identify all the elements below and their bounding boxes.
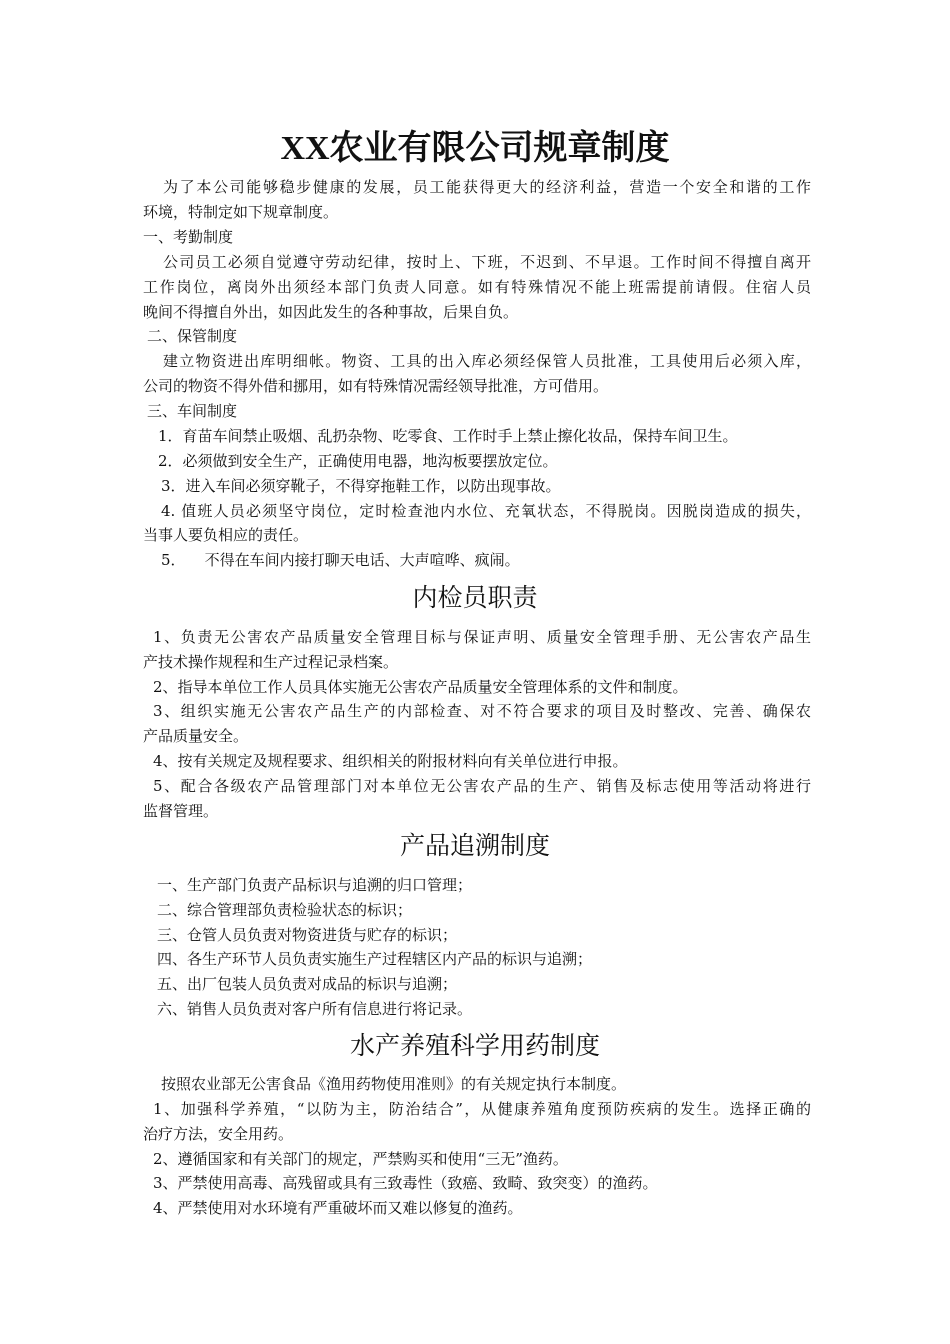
- list-item: 2、遵循国家和有关部门的规定，严禁购买和使用“三无”渔药。: [153, 1150, 568, 1168]
- list-item: 4、按有关规定及规程要求、组织相关的附报材料向有关单位进行申报。: [153, 752, 628, 770]
- list-item: 4. 值班人员必须坚守岗位，定时检查池内水位、充氧状态，不得脱岗。因脱岗造成的损失，: [161, 502, 811, 520]
- list-item: 四、各生产环节人员负责实施生产过程辖区内产品的标识与追溯；: [157, 950, 593, 968]
- list-item: 产品质量安全。: [143, 727, 249, 745]
- list-item: 2、指导本单位工作人员具体实施无公害农产品质量安全管理体系的文件和制度。: [153, 678, 688, 696]
- paragraph-line: 工作岗位，离岗外出须经本部门负责人同意。如有特殊情况不能上班需提前请假。住宿人员: [143, 278, 811, 296]
- section-heading: 三、车间制度: [147, 402, 238, 420]
- list-item: 1、负责无公害农产品质量安全管理目标与保证声明、质量安全管理手册、无公害农产品生: [153, 628, 811, 646]
- list-item: 3、组织实施无公害农产品生产的内部检查、对不符合要求的项目及时整改、完善、确保农: [153, 702, 811, 720]
- paragraph-line: 公司员工必须自觉遵守劳动纪律，按时上、下班，不迟到、不早退。工作时间不得擅自离开: [163, 253, 811, 271]
- section-heading: 一、考勤制度: [143, 228, 234, 246]
- list-item: 3．进入车间必须穿靴子，不得穿拖鞋工作，以防出现事故。: [161, 477, 561, 495]
- paragraph-line: 公司的物资不得外借和挪用，如有特殊情况需经领导批准，方可借用。: [143, 377, 609, 395]
- list-item: 1．育苗车间禁止吸烟、乱扔杂物、吃零食、工作时手上禁止擦化妆品，保持车间卫生。: [158, 427, 738, 445]
- list-item: 1、加强科学养殖，“以防为主，防治结合”，从健康养殖角度预防疾病的发生。选择正确的: [153, 1100, 811, 1118]
- paragraph-line: 环境，特制定如下规章制度。: [143, 203, 339, 221]
- list-item: 六、销售人员负责对客户所有信息进行将记录。: [157, 1000, 473, 1018]
- list-item: 一、生产部门负责产品标识与追溯的归口管理；: [157, 876, 473, 894]
- paragraph-line: 为了本公司能够稳步健康的发展，员工能获得更大的经济利益，营造一个安全和谐的工作: [163, 178, 811, 196]
- paragraph-line: 按照农业部无公害食品《渔用药物使用准则》的有关规定执行本制度。: [161, 1075, 627, 1093]
- section-title-trace: 产品追溯制度: [399, 831, 550, 860]
- paragraph-line: 建立物资进出库明细帐。物资、工具的出入库必须经保管人员批准，工具使用后必须入库，: [163, 352, 811, 370]
- list-item: 治疗方法，安全用药。: [143, 1125, 294, 1143]
- list-item: 监督管理。: [143, 802, 219, 820]
- list-item: 产技术操作规程和生产过程记录档案。: [143, 653, 399, 671]
- list-item: 5、配合各级农产品管理部门对本单位无公害农产品的生产、销售及标志使用等活动将进行: [153, 777, 811, 795]
- list-item: 4、严禁使用对水环境有严重破坏而又难以修复的渔药。: [153, 1199, 523, 1217]
- list-item: 5． 不得在车间内接打聊天电话、大声喧哗、疯闹。: [161, 551, 520, 569]
- list-item: 当事人要负相应的责任。: [143, 526, 309, 544]
- section-title-inspector: 内检员职责: [412, 583, 538, 612]
- list-item: 五、出厂包装人员负责对成品的标识与追溯；: [157, 975, 458, 993]
- document-title: XX农业有限公司规章制度: [280, 130, 670, 167]
- paragraph-line: 晚间不得擅自外出，如因此发生的各种事故，后果自负。: [143, 303, 519, 321]
- list-item: 三、仓管人员负责对物资进货与贮存的标识；: [157, 926, 458, 944]
- list-item: 2．必须做到安全生产，正确使用电器，地沟板要摆放定位。: [158, 452, 558, 470]
- list-item: 3、严禁使用高毒、高残留或具有三致毒性（致癌、致畸、致突变）的渔药。: [153, 1174, 658, 1192]
- section-title-drug: 水产养殖科学用药制度: [349, 1031, 600, 1060]
- section-heading: 二、保管制度: [147, 327, 238, 345]
- list-item: 二、综合管理部负责检验状态的标识；: [157, 901, 413, 919]
